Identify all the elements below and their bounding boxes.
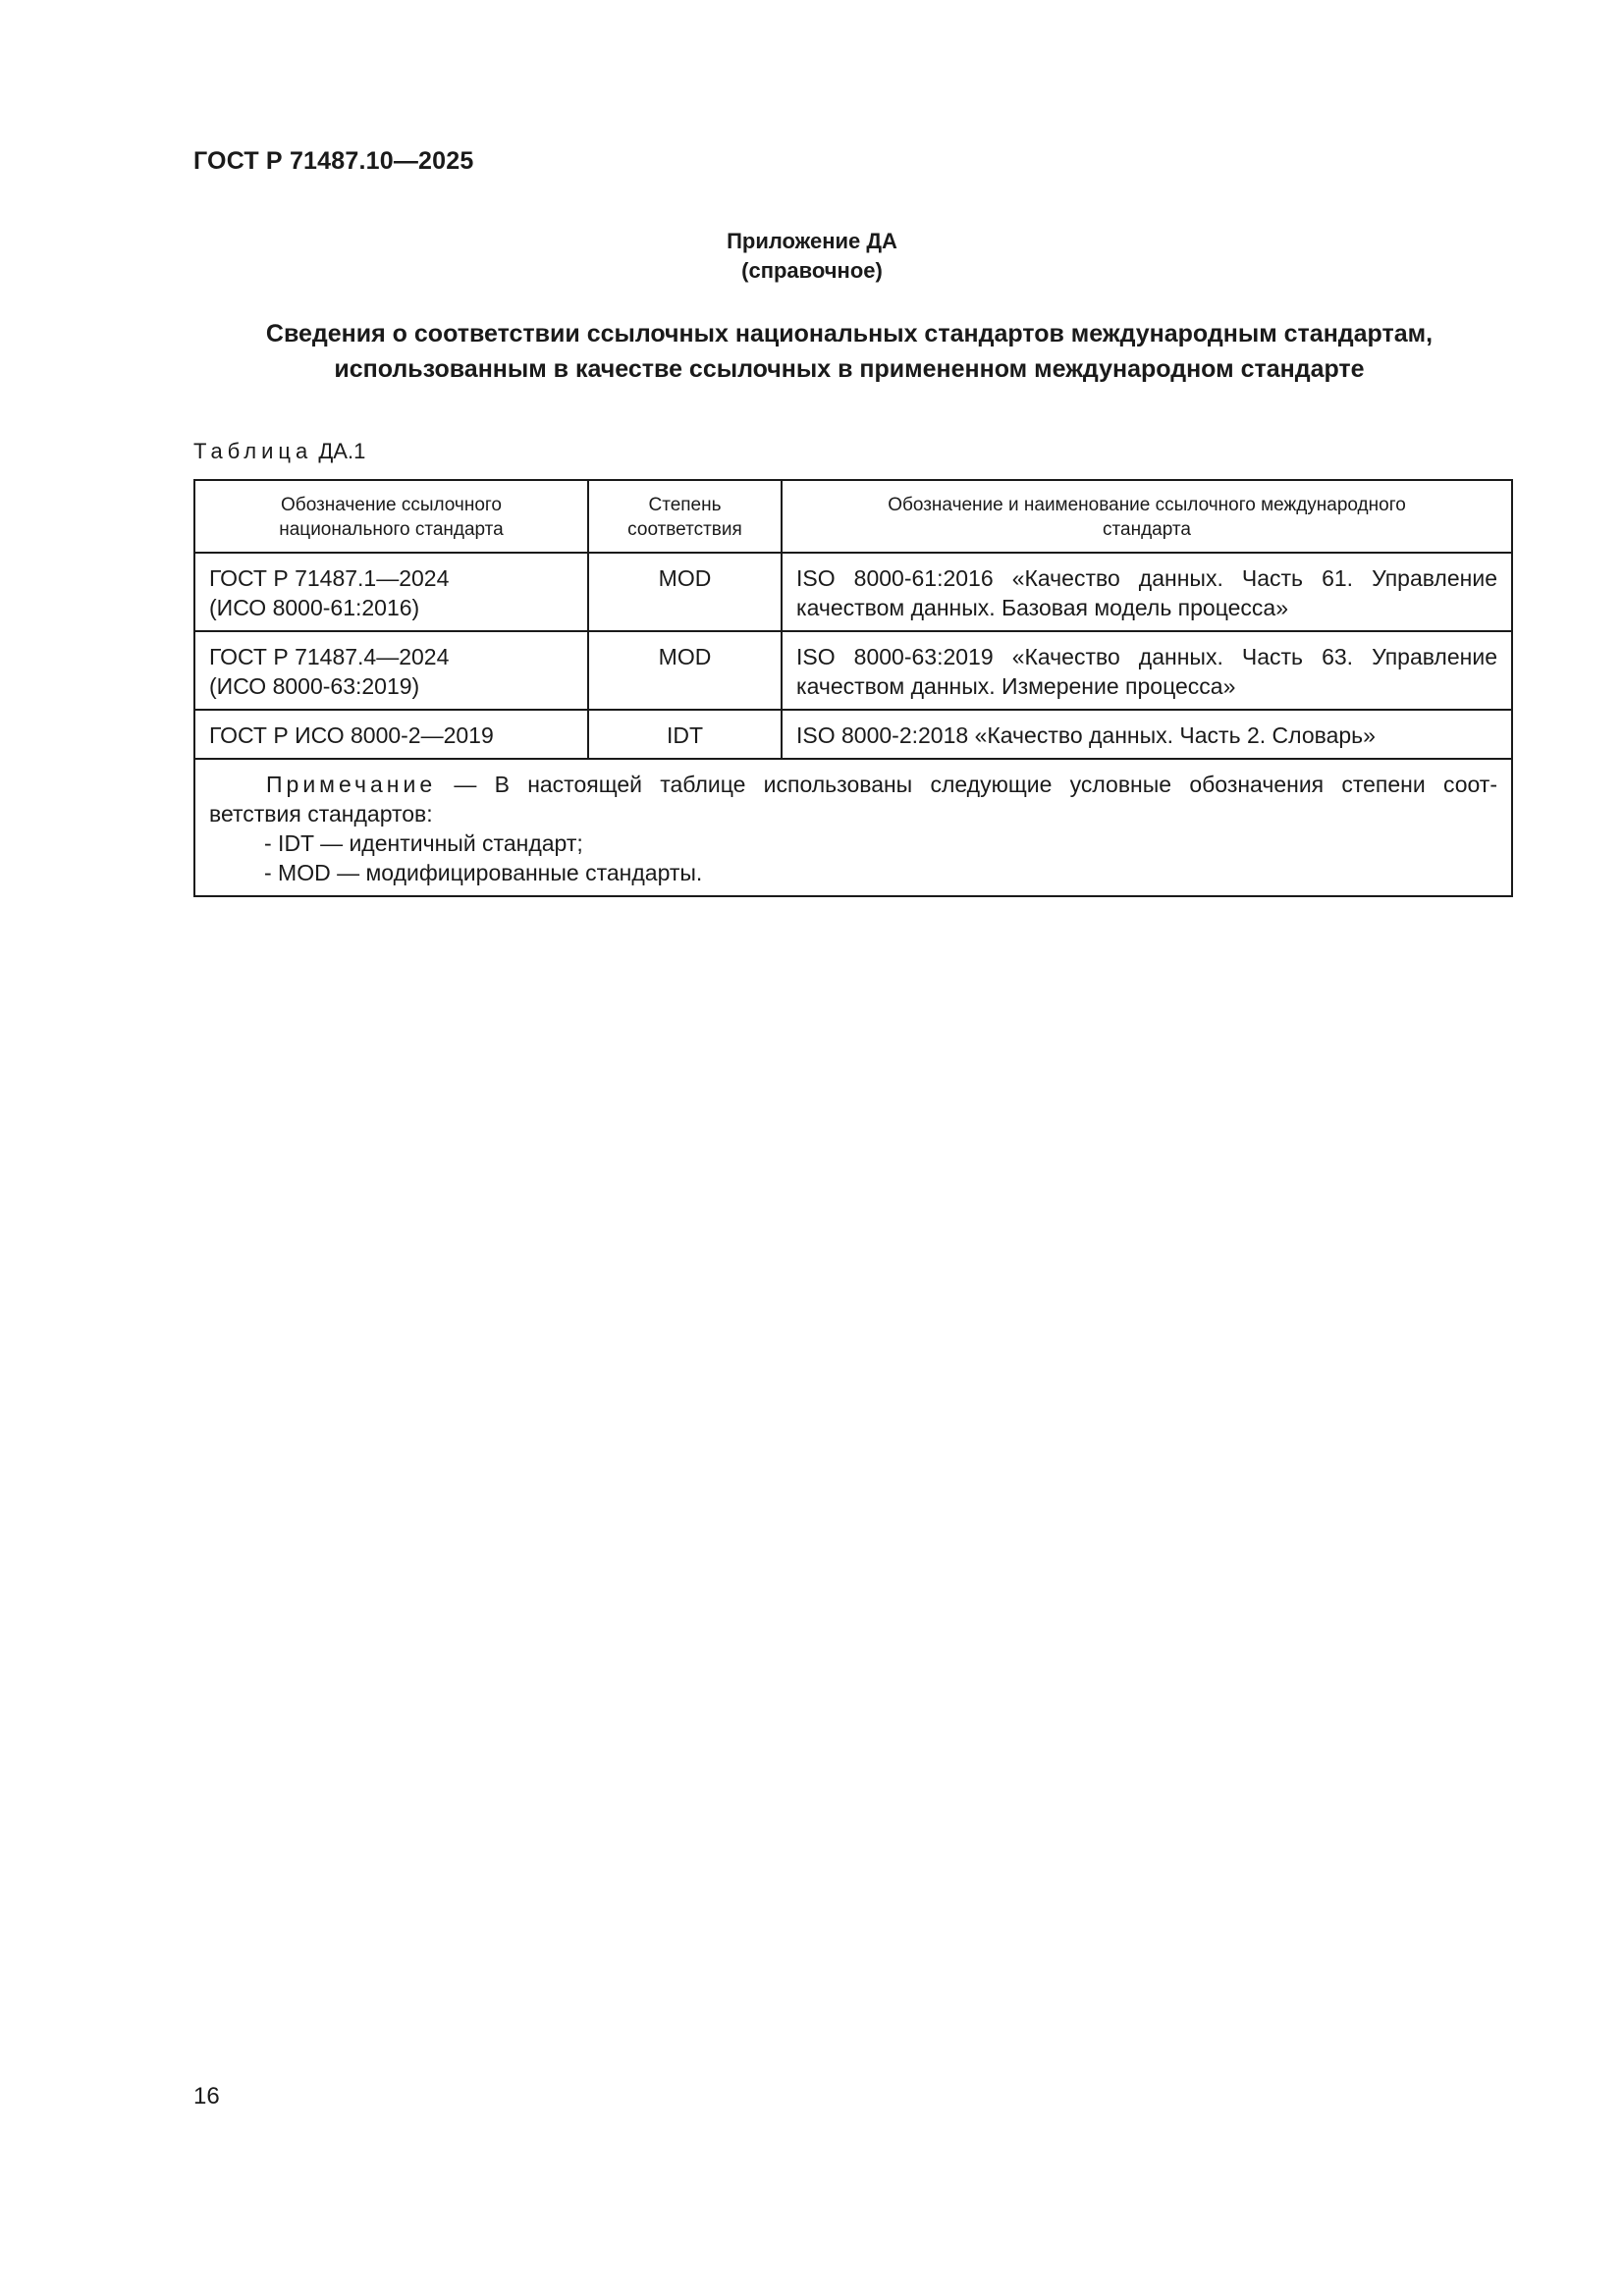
international-standard-cell: ISO 8000-61:2016 «Качество данных. Часть 61. Управление качеством данных. Базовая модель процесса»: [782, 553, 1512, 631]
table-note: [194, 759, 1512, 896]
column-header-national-standard: Обозначение ссылочного национального стандарта: [194, 480, 588, 553]
appendix-kind: (справочное): [741, 258, 883, 283]
page-number: 16: [193, 2083, 220, 2109]
section-heading-line-1: Сведения о соответствии ссылочных национальных стандартов международным стандартам,: [265, 320, 1434, 347]
column-header-degree: Степень соответствия: [588, 480, 782, 553]
table-note-row: [194, 759, 1512, 896]
table-caption-number: ДА.1: [318, 439, 366, 463]
table-row: [194, 710, 1512, 759]
column-header-international-standard: Обозначение и наименование ссылочного международного стандарта: [782, 480, 1512, 553]
international-standard-cell: ISO 8000-2:2018 «Качество данных. Часть 2. Словарь»: [782, 710, 1512, 759]
note-line-1: [209, 770, 1497, 799]
national-standard-cell: ГОСТ Р 71487.1—2024 (ИСО 8000-61:2016): [194, 553, 588, 631]
table-caption: [193, 439, 365, 464]
degree-cell: MOD: [588, 553, 782, 631]
note-label: Примечание: [266, 772, 437, 797]
table-header-row: [194, 480, 1512, 553]
document-code: ГОСТ Р 71487.10—2025: [193, 147, 474, 175]
table-caption-label: Таблица: [193, 439, 313, 463]
appendix-title: Приложение ДА: [727, 229, 897, 253]
section-heading-line-2: использованным в качестве ссылочных в примененном международном стандарте: [334, 355, 1365, 383]
note-item-idt: - IDT — идентичный стандарт;: [264, 830, 583, 856]
note-text-1: — В настоящей таблице использованы следующие условные обозначения степени соот-: [436, 772, 1497, 797]
international-standard-cell: ISO 8000-63:2019 «Качество данных. Часть 63. Управление качеством данных. Измерение процесса»: [782, 631, 1512, 710]
standards-correspondence-table: [193, 479, 1513, 897]
national-standard-cell: ГОСТ Р ИСО 8000-2—2019: [194, 710, 588, 759]
note-item-mod: - MOD — модифицированные стандарты.: [264, 860, 703, 885]
note-text-2: ветствия стандартов:: [209, 801, 433, 827]
national-standard-cell: ГОСТ Р 71487.4—2024 (ИСО 8000-63:2019): [194, 631, 588, 710]
table-row: [194, 631, 1512, 710]
table-row: [194, 553, 1512, 631]
degree-cell: MOD: [588, 631, 782, 710]
degree-cell: IDT: [588, 710, 782, 759]
